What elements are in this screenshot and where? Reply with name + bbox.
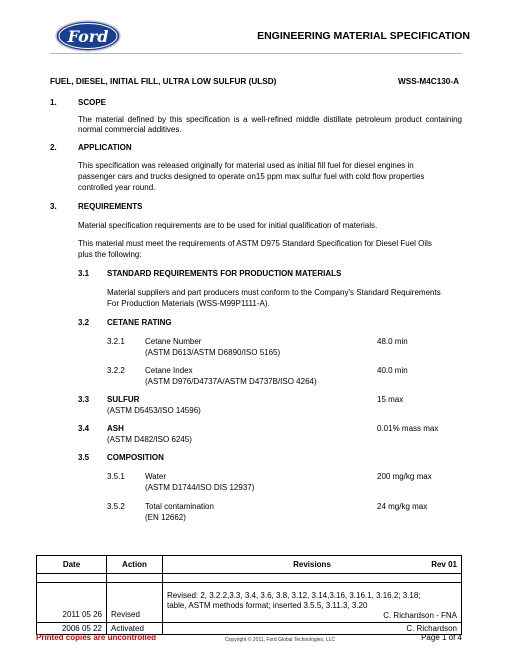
item-number: 3.5.1 xyxy=(107,472,125,481)
subsection-number: 3.4 xyxy=(78,424,90,433)
application-line: controlled year round. xyxy=(78,183,156,192)
section-title-requirements: REQUIREMENTS xyxy=(78,202,143,211)
item-method: (ASTM D1744/ISO DIS 12937) xyxy=(145,483,255,492)
item-value: 48.0 min xyxy=(377,337,408,346)
header-divider xyxy=(50,53,462,54)
subsection-text: Material suppliers and part producers must conform to the Company's Standard Requirements xyxy=(107,288,441,297)
item-method: (ASTM D5453/ISO 14596) xyxy=(107,406,201,415)
copyright-notice: Copyright © 2011, Ford Global Technologies, LLC xyxy=(225,637,335,643)
ford-logo xyxy=(55,20,121,52)
revision-table xyxy=(36,555,462,635)
section-title-scope: SCOPE xyxy=(78,98,107,107)
scope-text: The material defined by this specification is a well-refined middle distillate petroleum product containing normal commercial additives. xyxy=(78,115,462,134)
rev-number: Rev 01 xyxy=(431,559,457,569)
subsection-title: CETANE RATING xyxy=(107,318,172,327)
table-spacer-row xyxy=(37,574,462,583)
table-row xyxy=(37,583,462,623)
section-title-application: APPLICATION xyxy=(78,143,132,152)
item-number: 3.2.1 xyxy=(107,337,125,346)
item-name: Water xyxy=(145,472,167,481)
item-method: (ASTM D613/ASTM D6890/ISO 5165) xyxy=(145,348,281,357)
spec-subtitle: FUEL, DIESEL, INITIAL FILL, ULTRA LOW SULFUR (ULSD) xyxy=(50,77,277,86)
subsection-title: SULFUR xyxy=(107,395,140,404)
subsection-title: STANDARD REQUIREMENTS FOR PRODUCTION MATERIALS xyxy=(107,269,342,278)
revision-line: Revised: 2, 3.2.2,3.3, 3.4, 3.6, 3.8, 3.12, 3.14,3.16, 3.16.1, 3.16.2; 3.18; xyxy=(167,591,421,600)
uncontrolled-copy-notice: Printed copies are uncontrolled xyxy=(36,633,157,642)
logo-text: Ford xyxy=(67,27,109,46)
revisions-label: Revisions xyxy=(293,559,331,569)
subsection-text: For Production Materials (WSS-M99P1111-A). xyxy=(107,299,270,308)
document-title: ENGINEERING MATERIAL SPECIFICATION xyxy=(257,30,470,42)
item-name: Cetane Number xyxy=(145,337,202,346)
revision-author: C. Richardson xyxy=(163,623,462,635)
revision-action: Activated xyxy=(107,623,163,635)
column-header-action: Action xyxy=(107,556,163,574)
item-method: (ASTM D482/ISO 6245) xyxy=(107,435,192,444)
revision-date: 2011 05 26 xyxy=(37,583,107,623)
column-header-revisions xyxy=(163,556,462,574)
item-method: (ASTM D976/D4737A/ASTM D4737B/ISO 4264) xyxy=(145,377,317,386)
section-number: 1. xyxy=(50,98,57,107)
item-value: 200 mg/kg max xyxy=(377,472,432,481)
revision-header-row xyxy=(37,556,462,574)
item-number: 3.5.2 xyxy=(107,502,125,511)
item-number: 3.2.2 xyxy=(107,366,125,375)
item-value: 15 max xyxy=(377,395,404,404)
application-line: This specification was released originally for material used as initial fill fuel for diesel engines in xyxy=(78,161,414,170)
subsection-number: 3.3 xyxy=(78,395,90,404)
requirements-text: plus the following: xyxy=(78,250,142,259)
revision-date: 2006 05 22 xyxy=(37,623,107,635)
column-header-date: Date xyxy=(37,556,107,574)
subsection-title: ASH xyxy=(107,424,124,433)
revision-author: C. Richardson - FNA xyxy=(383,611,457,620)
spec-number: WSS-M4C130-A xyxy=(398,77,459,86)
item-value: 24 mg/kg max xyxy=(377,502,428,511)
subsection-number: 3.1 xyxy=(78,269,90,278)
item-method: (EN 12662) xyxy=(145,513,186,522)
requirements-text: Material specification requirements are to be used for initial qualification of materials. xyxy=(78,221,378,230)
page-number: Page 1 of 4 xyxy=(421,633,462,642)
application-line: passenger cars and trucks designed to operate on15 ppm max sulfur fuel with cold flow properties xyxy=(78,172,425,181)
item-name: Cetane Index xyxy=(145,366,193,375)
item-name: Total contamination xyxy=(145,502,214,511)
section-number: 2. xyxy=(50,143,57,152)
revision-line: table, ASTM methods format; inserted 3.5.5, 3.11.3, 3.20 xyxy=(167,601,368,610)
revision-action: Revised xyxy=(107,583,163,623)
section-number: 3. xyxy=(50,202,57,211)
subsection-title: COMPOSITION xyxy=(107,453,164,462)
subsection-number: 3.5 xyxy=(78,453,90,462)
item-value: 40.0 min xyxy=(377,366,408,375)
subsection-number: 3.2 xyxy=(78,318,90,327)
requirements-text: This material must meet the requirements of ASTM D975 Standard Specification for Diesel Fuel Oils xyxy=(78,239,432,248)
item-value: 0.01% mass max xyxy=(377,424,439,433)
revision-details xyxy=(163,583,462,623)
